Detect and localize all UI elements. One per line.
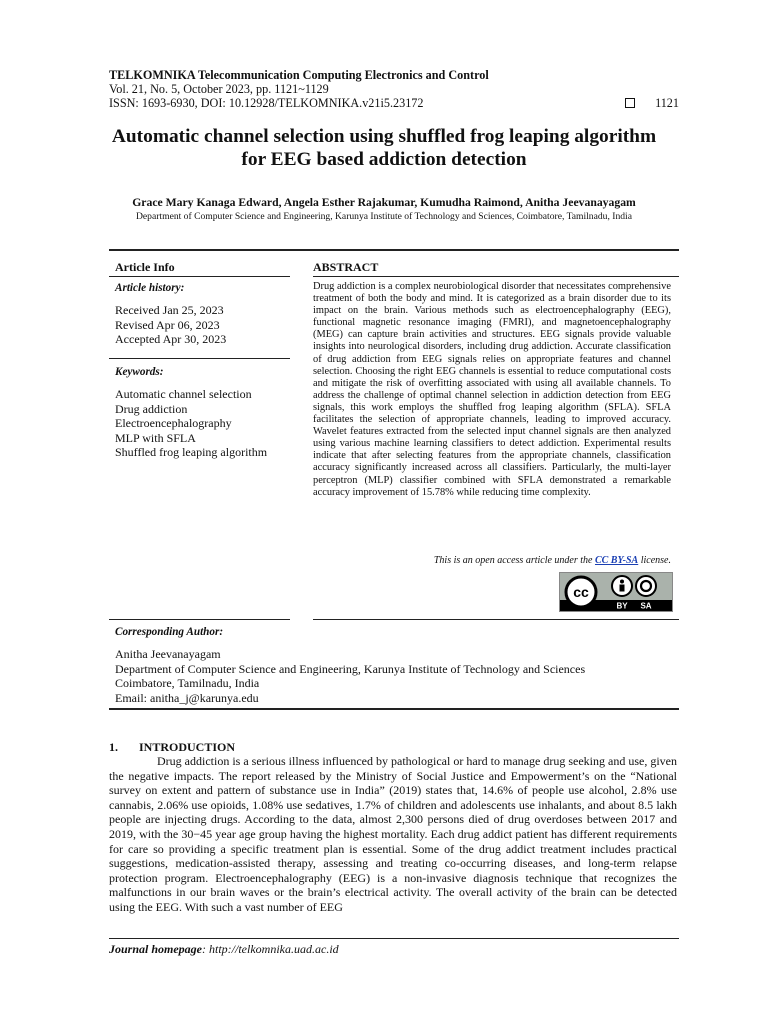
- keywords-list: [115, 387, 267, 460]
- keyword-item: MLP with SFLA: [115, 430, 196, 445]
- introduction-body: [109, 754, 677, 915]
- homepage-url[interactable]: : http://telkomnika.uad.ac.id: [202, 942, 339, 956]
- author-list: Grace Mary Kanaga Edward, Angela Esther Rajakumar, Kumudha Raimond, Anitha Jeevanayagam: [132, 196, 636, 209]
- cc-badge-graphic: [560, 573, 672, 611]
- revised-date: Revised Apr 06, 2023: [115, 317, 220, 332]
- cc-by-sa-link[interactable]: CC BY-SA: [594, 555, 639, 566]
- abstract-end-rule: [313, 619, 679, 620]
- badge-by-label: BY: [616, 601, 628, 611]
- page-number: 1121: [655, 96, 679, 110]
- square-icon: [625, 98, 635, 108]
- share-alike-icon: [636, 576, 656, 596]
- section-heading-introduction: 1. INTRODUCTION: [109, 740, 236, 754]
- abstract-text: Drug addiction is a complex neurobiological disorder that necessitates comprehensive treatment of both the body and mind. It is categorized as a brain disorder due to its impact on the brain. Various methods such as electroencephalography (EEG), functional magnetic resonance imaging (FMRI), and magnetoencephalography (MEG) can capture brain activities and structures. EEG signals provide valuable insights into neurological disorders, including drug addiction. Accurate classification of drug addiction from EEG signals relies on appropriate features and channel selection. Choosing the right EEG channels is essential to reduce computational costs and mitigate the risk of overfitting associated with using all available channels. To address the challenge of optimal channel selection in addiction detection from EEG signals, this work employs the shuffled frog leaping algorithm (SFLA). SFLA facilitates the selection of appropriate channels, leading to improved accuracy. Wavelet features extracted from the selected input channel signals are then analyzed using various machine learning classifiers to detect addiction. Experimental results indicate that after selecting features from the appropriate channels, classification accuracy significantly increased across all classifiers. Particularly, the multi-layer perceptron (MLP) classifier combined with SFLA demonstrated a remarkable accuracy improvement of 15.78% while reducing time complexity.: [313, 281, 671, 498]
- corresponding-name: Anitha Jeevanayagam: [115, 647, 221, 661]
- article-history: [115, 303, 226, 347]
- keywords-heading: Keywords:: [115, 366, 164, 378]
- corresponding-dept: Department of Computer Science and Engineering, Karunya Institute of Technology and Sciences: [115, 661, 586, 676]
- license-line: [313, 555, 671, 566]
- introduction-paragraph: Drug addiction is a serious illness influenced by pathological or hard to manage drug seeking and use, given the negative impacts. The report released by the Ministry of Social Justice and Empowerment’s on the “National survey on extent and pattern of substance use in India” (2019) states that, 14.6% of people use alcohol, 2.8% use cannabis, 2.06% use opioids, 1.08% use sedatives, 1.7% of children and adolescents use inhalants, and about 8.5 lakh people are injecting drugs. According to the data, almost 2,300 persons died of drug overdoses between 2017 and 2019, with the 30−45 year age group having the highest mortality. Each drug addict patient has different requirements for care so providing a specific treatment plan is essential. Some of the drug addict treatment includes practical suggestions, medication-assisted therapy, assessing and treating co-occurring diseases, and long-term relapse protection program. Electroencephalography (EEG) is a non-invasive diagnosis technique that recognizes the malfunctions in our brain waves or the brain’s electrical activity. The overall activity of the brain can be detected using the EEG. With such a vast number of EEG: [109, 754, 677, 914]
- corresponding-city: Coimbatore, Tamilnadu, India: [115, 676, 260, 691]
- accepted-date: Accepted Apr 30, 2023: [115, 332, 227, 347]
- volume-info: Vol. 21, No. 5, October 2023, pp. 1121~1129: [109, 82, 329, 96]
- journal-name: TELKOMNIKA Telecommunication Computing Electronics and Control: [109, 68, 489, 82]
- paper-title: Automatic channel selection using shuffled frog leaping algorithm for EEG based addiction detection: [111, 126, 657, 170]
- journal-homepage: [109, 942, 339, 957]
- abstract-heading: ABSTRACT: [313, 260, 379, 274]
- history-rule: [109, 358, 290, 359]
- corresponding-block: [115, 647, 675, 705]
- article-info-rule: [109, 276, 290, 277]
- issn-doi: ISSN: 1693-6930, DOI: 10.12928/TELKOMNIKA.v21i5.23172: [109, 96, 424, 110]
- badge-sa-label: SA: [640, 601, 652, 611]
- keyword-item: Automatic channel selection: [115, 387, 252, 401]
- corresponding-end-rule: [109, 708, 679, 710]
- received-date: Received Jan 25, 2023: [115, 303, 224, 317]
- svg-text:cc: cc: [573, 584, 589, 600]
- keywords-end-rule: [109, 619, 290, 620]
- corresponding-heading: Corresponding Author:: [115, 626, 224, 638]
- cc-license-badge[interactable]: [559, 572, 673, 612]
- article-info-heading: Article Info: [115, 260, 175, 274]
- corresponding-email: Email: anitha_j@karunya.edu: [115, 690, 259, 705]
- keyword-item: Electroencephalography: [115, 416, 232, 431]
- abstract-rule: [313, 276, 679, 277]
- keyword-item: Drug addiction: [115, 401, 188, 416]
- top-rule: [109, 249, 679, 251]
- article-history-heading: Article history:: [115, 282, 185, 294]
- running-header: [109, 68, 679, 110]
- keyword-item: Shuffled frog leaping algorithm: [115, 445, 268, 460]
- license-prefix: This is an open access article under the: [433, 555, 595, 566]
- footer-rule: [109, 938, 679, 939]
- license-suffix: license.: [638, 555, 671, 566]
- homepage-label: Journal homepage: [109, 942, 203, 956]
- affiliation: Department of Computer Science and Engineering, Karunya Institute of Technology and Sciences, Coimbatore, Tamilnadu, India: [136, 211, 632, 222]
- issn-row: [109, 96, 679, 110]
